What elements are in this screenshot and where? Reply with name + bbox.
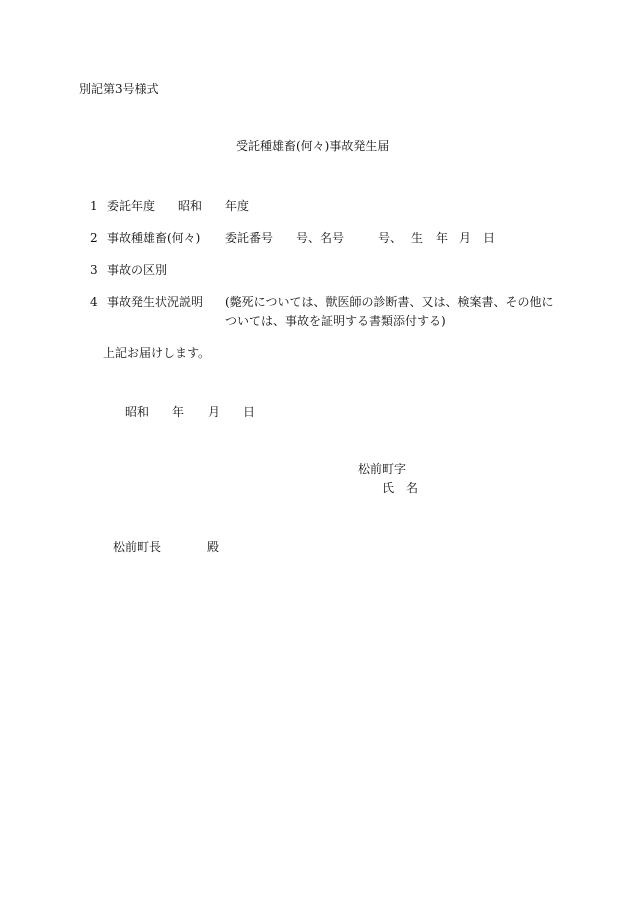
year-suffix: 年度	[225, 199, 250, 213]
date-month: 月	[208, 405, 221, 419]
item-label: 事故種雄畜(何々)	[107, 231, 201, 245]
era-label: 昭和	[178, 199, 203, 213]
address-label: 松前町字	[358, 462, 407, 476]
item-number: 3	[90, 263, 98, 277]
item-note-line-2: ついては、事故を証明する書類添付する)	[225, 314, 446, 328]
form-id: 別記第3号様式	[79, 82, 159, 96]
item-note-line-1: (斃死については、獣医師の診断書、又は、検案書、その他に	[225, 295, 554, 309]
date-day: 日	[243, 405, 256, 419]
number-suffix: 号、	[378, 231, 403, 245]
addressee: 松前町長	[113, 540, 162, 554]
birth-day-label: 日	[483, 231, 496, 245]
birth-month-label: 月	[459, 231, 472, 245]
applicant-name-label: 氏 名	[382, 481, 419, 495]
report-statement: 上記お届けします。	[103, 346, 211, 360]
item-number: 4	[90, 295, 98, 309]
date-year: 年	[172, 405, 185, 419]
birth-label: 生	[411, 231, 424, 245]
item-number: 2	[90, 231, 98, 245]
item-number: 1	[90, 199, 98, 213]
date-era: 昭和	[125, 405, 150, 419]
birth-year-label: 年	[436, 231, 449, 245]
name-label: 号、名号	[296, 231, 345, 245]
item-label: 事故の区別	[107, 263, 168, 277]
commission-number-label: 委託番号	[225, 231, 274, 245]
honorific: 殿	[207, 540, 220, 554]
document-title: 受託種雄畜(何々)事故発生届	[236, 139, 390, 153]
item-label: 委託年度	[107, 199, 156, 213]
item-label: 事故発生状況説明	[107, 295, 204, 309]
